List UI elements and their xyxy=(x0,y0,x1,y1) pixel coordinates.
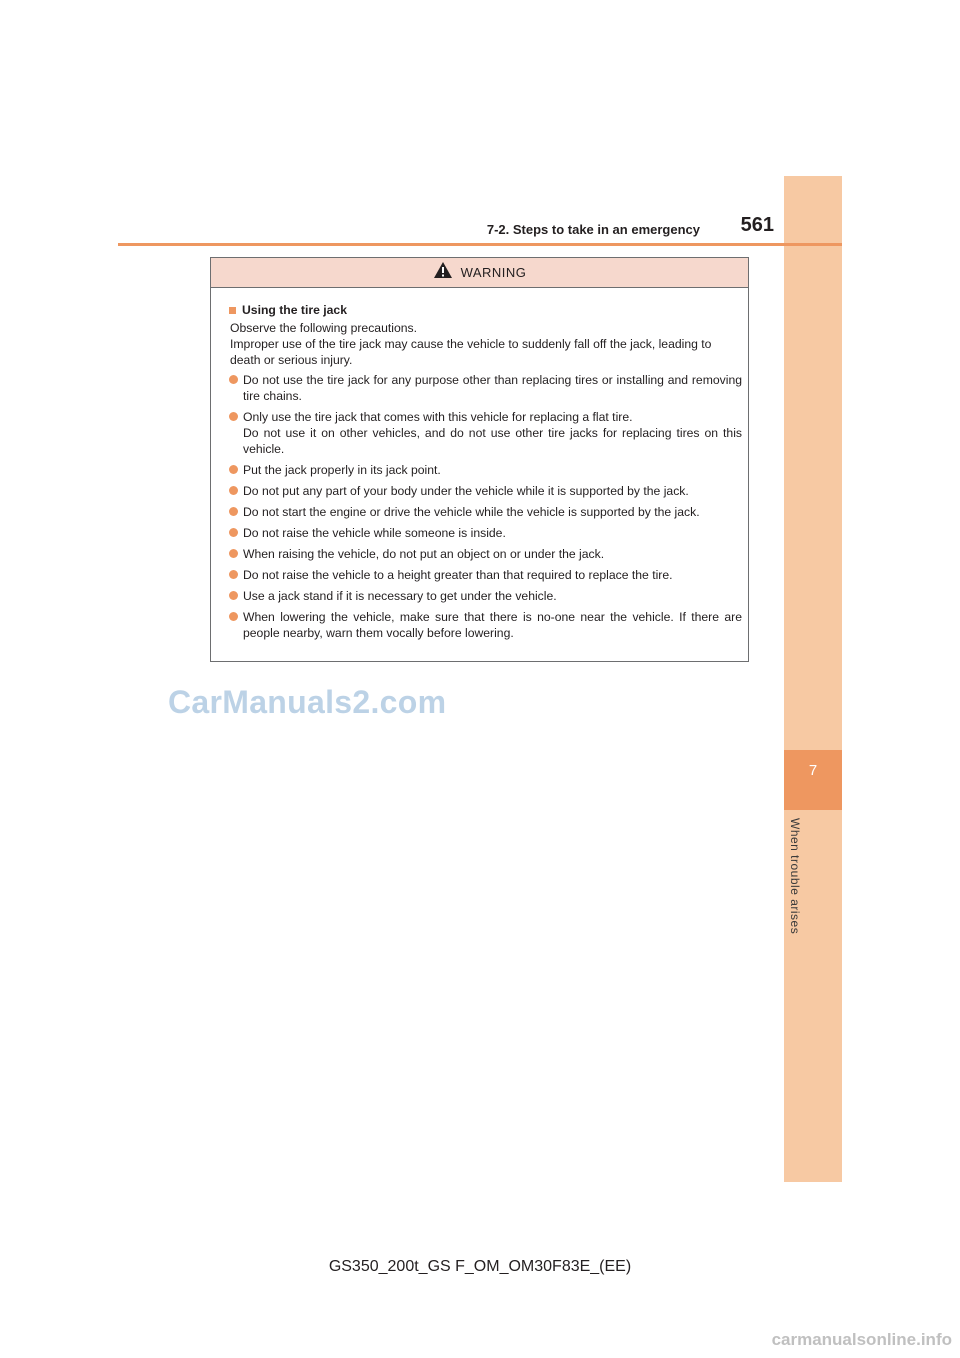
list-item xyxy=(243,525,742,541)
warning-box xyxy=(210,257,749,662)
footer-site-link[interactable]: carmanualsonline.info xyxy=(771,1330,952,1349)
warning-triangle-icon xyxy=(433,261,453,284)
list-item-text: Do not raise the vehicle while someone is inside. xyxy=(243,526,506,540)
bullet-dot-icon xyxy=(229,412,238,421)
list-item-text: Put the jack properly in its jack point. xyxy=(243,463,441,477)
page-number: 561 xyxy=(740,214,774,236)
warning-label: WARNING xyxy=(460,265,527,280)
bullet-dot-icon xyxy=(229,486,238,495)
chapter-number: 7 xyxy=(808,762,818,779)
list-item xyxy=(243,504,742,520)
warning-heading-text: Using the tire jack xyxy=(242,303,347,317)
square-bullet-icon xyxy=(229,307,236,314)
list-item xyxy=(243,588,742,604)
section-title: 7-2. Steps to take in an emergency xyxy=(486,222,700,237)
bullet-dot-icon xyxy=(229,612,238,621)
warning-heading xyxy=(229,302,742,318)
list-item xyxy=(243,483,742,499)
list-item-text: Do not use the tire jack for any purpose other than replacing tires or installing and removing tire chains. xyxy=(243,373,742,403)
list-item-text: Do not start the engine or drive the vehicle while the vehicle is supported by the jack. xyxy=(243,505,700,519)
list-item xyxy=(243,546,742,562)
list-item-text: When raising the vehicle, do not put an object on or under the jack. xyxy=(243,547,605,561)
list-item xyxy=(243,609,742,641)
list-item-text: Do not put any part of your body under the vehicle while it is supported by the jack. xyxy=(243,484,689,498)
list-item-text: Only use the tire jack that comes with this vehicle for replacing a flat tire. xyxy=(243,410,633,424)
watermark-logo[interactable]: CarManuals2.com xyxy=(168,684,447,720)
chapter-number-box xyxy=(784,750,842,810)
list-item-text: Use a jack stand if it is necessary to get under the vehicle. xyxy=(243,589,557,603)
header-rule xyxy=(118,243,842,246)
warning-intro xyxy=(229,320,742,368)
chapter-side-tab xyxy=(784,176,842,1182)
list-item-text: Do not use it on other vehicles, and do not use other tire jacks for replacing tires on this vehicle. xyxy=(243,426,742,456)
list-item xyxy=(243,567,742,583)
list-item xyxy=(243,372,742,404)
list-item-text: Do not raise the vehicle to a height greater than that required to replace the tire. xyxy=(243,568,673,582)
bullet-dot-icon xyxy=(229,375,238,384)
chapter-name: When trouble arises xyxy=(788,818,802,935)
precaution-list xyxy=(229,372,742,641)
bullet-dot-icon xyxy=(229,591,238,600)
bullet-dot-icon xyxy=(229,528,238,537)
list-item xyxy=(243,462,742,478)
list-item xyxy=(243,409,742,457)
bullet-dot-icon xyxy=(229,507,238,516)
bullet-dot-icon xyxy=(229,570,238,579)
list-item-text: When lowering the vehicle, make sure that there is no-one near the vehicle. If there are people nearby, warn them vocally before lowering. xyxy=(243,610,742,640)
warning-body xyxy=(211,288,748,641)
bullet-dot-icon xyxy=(229,465,238,474)
document-code: GS350_200t_GS F_OM_OM30F83E_(EE) xyxy=(328,1258,632,1275)
bullet-dot-icon xyxy=(229,549,238,558)
warning-header xyxy=(211,258,748,288)
intro-line: Improper use of the tire jack may cause the vehicle to suddenly fall off the jack, leading to death or serious injury. xyxy=(230,337,712,367)
intro-line: Observe the following precautions. xyxy=(230,321,417,335)
